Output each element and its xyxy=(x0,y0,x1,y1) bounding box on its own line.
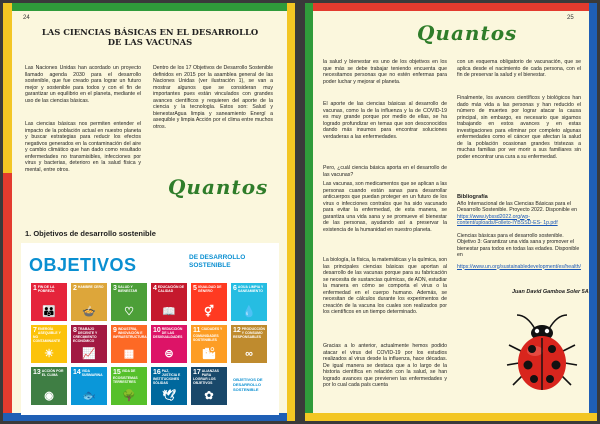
gender-icon: ⚥ xyxy=(204,306,214,318)
sdg-final-logo-tile: OBJETIVOS DE DESARROLLO SOSTENIBLE xyxy=(231,367,267,405)
sdg-tile-number: 17 xyxy=(193,369,201,376)
sdg-tile-13 xyxy=(31,367,67,405)
sdg-tile-label: AGUA LIMPIA Y SANEAMIENTO xyxy=(237,285,264,293)
rings-icon: ✿ xyxy=(204,390,214,402)
sdg-tile-1 xyxy=(31,283,67,321)
sdg-tile-label: CIUDADES Y COMUNIDADES SOSTENIBLES xyxy=(193,327,223,342)
family-icon: 👪 xyxy=(42,306,56,318)
sdg-tile-6 xyxy=(231,283,267,321)
sdg-tile-number: 12 xyxy=(233,327,241,334)
sdg-tile-number: 16 xyxy=(153,369,161,376)
page-title xyxy=(25,27,275,47)
sdg-tile-label: PAZ, JUSTICIA E INSTITUCIONES SÓLIDAS xyxy=(153,369,181,385)
right-col1-para6: Gracias a lo anterior, actualmente hemos podido atacar el virus del COVID-19 por los estudios realizados al virus desde la influenza, hace décadas. De igual manera se destaca que a lo largo de la historia científica en relación con la salud, se han logrado avances que previenen las enfermedades y por lo cual cada país cuenta xyxy=(323,343,447,388)
left-yellow-bar xyxy=(3,3,12,173)
bibliography xyxy=(457,194,581,270)
sdg-tile-number: 13 xyxy=(33,369,41,376)
ladybug-icon xyxy=(505,311,579,395)
bibliography-heading: Bibliografía xyxy=(457,194,488,200)
sdg-tile-number: 9 xyxy=(113,327,117,334)
sun-icon: ☀ xyxy=(44,348,54,360)
page-number: 24 xyxy=(23,15,30,21)
chart-icon: 📈 xyxy=(82,348,96,360)
bibliography-link-1[interactable]: https://www.iybssd2022.org/wp-content/uploads/Folleto-IYBSSD-ES- 1p.pdf xyxy=(457,213,558,226)
right-col2-para2: Finalmente, los avances científicos y biológicos han dado más vida a las personas y han reducido el número de muertes por lograr atacar la causa principal, sin embargo, es necesario que sigamos trabajando en estos avances y en estas investigaciones para eliminar por completo algunas enfermedades como el cáncer que afectan la salud de la población ocasionan grandes tristezas a muchas familias por ver morir a sus familiares sin poder encontrar una cura a su enfermedad. xyxy=(457,95,581,160)
dove-icon: 🕊 xyxy=(162,390,176,402)
sdg-tile-label: PRODUCCIÓN Y CONSUMO RESPONSABLES xyxy=(233,327,265,339)
sdg-tile-number: 7 xyxy=(33,327,37,334)
sdg-tile-label: FIN DE LA POBREZA xyxy=(37,285,55,293)
sdg-tile-number: 10 xyxy=(153,327,161,334)
sdg-tile-2 xyxy=(71,283,107,321)
water-icon: 💧 xyxy=(242,306,256,318)
sdg-tile-8 xyxy=(71,325,107,363)
sdg-tile-number: 3 xyxy=(113,285,117,292)
sdg-tile-number: 4 xyxy=(153,285,157,292)
sdg-tile-9 xyxy=(111,325,147,363)
right-blue-bar xyxy=(589,3,597,421)
sdg-tile-label: ENERGÍA ASEQUIBLE Y NO CONTAMINANTE xyxy=(33,327,61,343)
sdg-tile-number: 5 xyxy=(193,285,197,292)
sdg-tile-number: 8 xyxy=(73,327,77,334)
top-red-bar xyxy=(305,3,597,11)
eye-globe-icon: ◉ xyxy=(44,390,54,402)
sdg-tile-15 xyxy=(111,367,147,405)
sdg-tile-14 xyxy=(71,367,107,405)
sdg-tile-label: ACCIÓN POR EL CLIMA xyxy=(41,369,64,377)
sdg-logo-subtitle xyxy=(189,254,245,270)
city-icon: 🏙 xyxy=(202,348,216,360)
sdg-tile-5 xyxy=(191,283,227,321)
sdg-tile-label: VIDA DE ECOSISTEMAS TERRESTRES xyxy=(113,369,138,384)
title-line-1: LAS CIENCIAS BÁSICAS EN EL DESARROLLO xyxy=(41,27,259,37)
infinity-icon: ∞ xyxy=(245,348,253,360)
sdg-tile-label: INDUSTRIA, INNOVACIÓN E INFRAESTRUCTURA xyxy=(113,327,147,339)
right-col1-para1: la salud y bienestar es uno de los objetivos en los que más se debe trabajar teniendo encuenta que necesitamos personas que no estén enfermas para poder luchar y mejorar el planeta. xyxy=(323,59,447,85)
heartbeat-icon: ♡ xyxy=(124,306,134,318)
sdg-tile-12 xyxy=(231,325,267,363)
right-col1-para5: La biología, la física, la matemáticas y la química, son las principales ciencias básicas que aportan al desarrollo de las vacunas porque para su fabricación se necesita de sustancias químicas, de ADN, estudiar la manera en cómo se comporta el virus o la enfermedad en el cuerpo humano. Además, se necesitan de cálculos durante los experimentos de creación de la vacuna los cuales son realizados por los científicos en un tiempo determinado. xyxy=(323,257,447,315)
sdg-tile-17 xyxy=(191,367,227,405)
sdg-tile-4 xyxy=(151,283,187,321)
cubes-icon: ▦ xyxy=(123,348,135,360)
sdg-tile-7 xyxy=(31,325,67,363)
left-col2-para1: Dentro de los 17 Objetivos de Desarrollo Sostenible definidos en 2015 por la asamblea general de las Naciones Unidas (ver ilustración 1), se van a mostrar algunos que se consideran muy importantes pues están vinculados con grandes avances científicos y requieren del aporte de la ciencia y la tecnología. Estos son: Salud y bienestarAgua limpia y saneamiento Energí a asequible y limpia Acción por el clima entre muchos otros. xyxy=(153,65,273,130)
left-col1-para1: Las Naciones Unidas han acordado un proyecto llamado agenda 2030 para el desarrollo sostenible, que fue creado para lograr un futuro mejor y sostenible para todos y con el fin de garantizar un equilibrio en el planeta, mediante el uso de las ciencias básicas. xyxy=(25,65,141,104)
sdg-tile-label: IGUALDAD DE GÉNERO xyxy=(197,285,222,293)
right-col1-para2: El aporte de las ciencias básicas al desarrollo de vacunas, como la de la influenza y la de COVID-19 es muy grande porque por medio de ellas, se ha logrado profundizar en temas que son desconocidos dando más insumos para encontrar soluciones verdaderas a las enfermedades. xyxy=(323,101,447,140)
sdg-tile-label: SALUD Y BIENESTAR xyxy=(117,285,138,293)
sdg-tile-label: ALIANZAS PARA LOGRAR LOS OBJETIVOS xyxy=(193,369,219,385)
bottom-yellow-bar xyxy=(305,413,597,421)
author-name: Juan David Gamboa Soler 5A xyxy=(512,289,589,295)
sdg-tile-number: 1 xyxy=(33,285,37,292)
top-green-bar xyxy=(3,3,295,11)
page-number: 25 xyxy=(567,15,574,21)
sdg-tile-grid xyxy=(31,283,271,411)
bibliography-entry-1: Año Internacional de las Ciencias Básicas para el Desarrollo Sostenible. Proyecto 2022. Disponible en xyxy=(457,200,577,213)
sdg-logo-subtitle-1: DE DESARROLLO xyxy=(189,254,246,261)
sdg-tile-16 xyxy=(151,367,187,405)
right-col2-para1: con un esquema obligatorio de vacunación, que se aplica desde el nacimiento de cada persona, con el fin de preservar la salud y el bienestar. xyxy=(457,59,581,78)
sdg-tile-number: 11 xyxy=(193,327,201,334)
spine-yellow-bar xyxy=(287,3,295,421)
sdg-tile-label: TRABAJO DECENTE Y CRECIMIENTO ECONÓMICO xyxy=(73,327,98,343)
quantos-logo: Quantos xyxy=(417,21,518,45)
sdg-tile-number: 2 xyxy=(73,285,77,292)
tree-icon: 🌳 xyxy=(122,390,136,402)
sdg-tile-number: 6 xyxy=(233,285,237,292)
right-page xyxy=(305,3,597,421)
bibliography-entry-2: Ciencias básicas para el desarrollo sostenible. Objetivo 3: Garantizar una vida sana y promover el bienestar para todos en todas las edades. Disponible en xyxy=(457,232,580,258)
sdg-tile-number: 14 xyxy=(73,369,81,376)
left-page xyxy=(3,3,295,421)
sdg-logo-title: OBJETIVOS xyxy=(29,255,137,275)
fish-icon: 🐟 xyxy=(82,390,96,402)
sdg-tile-label: REDUCCIÓN DE LAS DESIGUALDADES xyxy=(153,327,183,339)
sdg-tile-number: 15 xyxy=(113,369,121,376)
sdg-tile-10 xyxy=(151,325,187,363)
left-red-bar xyxy=(3,173,12,421)
bibliography-link-2[interactable]: https://www.un.org/sustainabledevelopment/es/health/ xyxy=(457,263,581,270)
right-col1-para3: Pero, ¿cuál ciencia básica aporta en el desarrollo de las vacunas? xyxy=(323,165,447,178)
section-heading: 1. Objetivos de desarrollo sostenible xyxy=(25,229,156,238)
bowl-icon: 🍲 xyxy=(82,306,96,318)
sdg-tile-11 xyxy=(191,325,227,363)
equal-icon: ⊜ xyxy=(164,348,174,360)
spine-green-bar xyxy=(305,3,313,421)
right-col1-para4: Las vacunas, son medicamentos que se aplican a las personas cuando están sanas para desarrollar anticuerpos que puedan proteger en un futuro de los virus o infecciones contralos que ha sido vacunado para evitar la enfermedad, de esta manera, se garantiza una vida sana y se promueve el bienestar de las personas, ayudando así a preservar la existencia de la humanidad en nuestro planeta. xyxy=(323,181,447,233)
sdg-tile-label: EDUCACIÓN DE CALIDAD xyxy=(157,285,185,293)
book-icon: 📖 xyxy=(162,306,176,318)
sdg-tile-label: HAMBRE CERO xyxy=(77,285,104,289)
sdg-logo-subtitle-2: SOSTENIBLE xyxy=(189,262,231,269)
title-line-2: DE LAS VACUNAS xyxy=(107,37,193,47)
sdg-illustration xyxy=(21,243,279,415)
quantos-logo: Quantos xyxy=(168,175,269,199)
sdg-tile-label: VIDA SUBMARINA xyxy=(81,369,103,377)
sdg-tile-3 xyxy=(111,283,147,321)
left-col1-para2: Las ciencias básicas nos permiten entender el impacto de la población actual en nuestro planeta y buscar estrategias para reducir los efectos negativos generados en la contaminación del aire y cambio climático que han dado como resultado enfermedades no transmisibles, infecciones por virus y bacterias, deterioro en la salud física y mental, entre otros. xyxy=(25,121,141,173)
